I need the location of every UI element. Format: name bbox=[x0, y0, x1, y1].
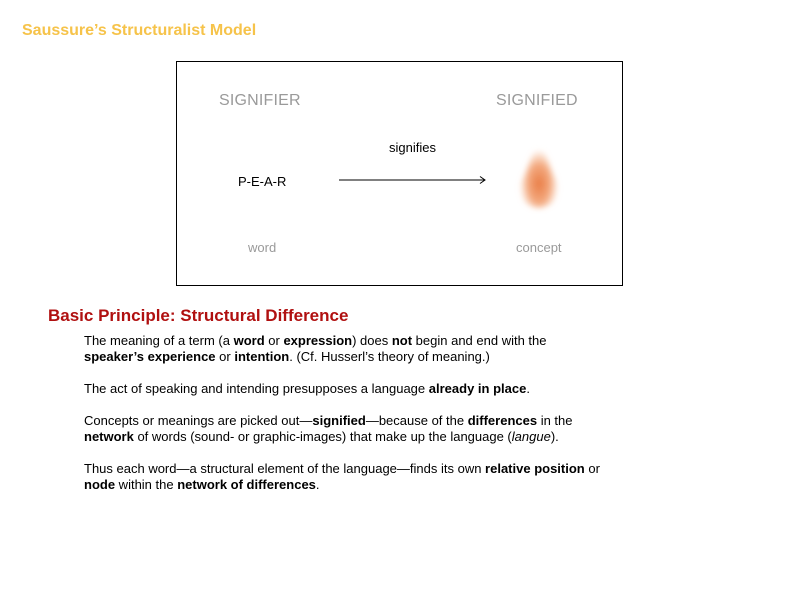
text-run: The meaning of a term (a bbox=[84, 333, 234, 348]
emphasis: network of differences bbox=[177, 477, 316, 492]
text-run: or bbox=[584, 461, 600, 476]
text-run: The act of speaking and intending presupposes a language bbox=[84, 381, 429, 396]
body-text bbox=[84, 333, 604, 509]
emphasis: expression bbox=[283, 333, 353, 348]
signifier-caption: word bbox=[248, 240, 277, 255]
paragraph-4 bbox=[84, 461, 604, 493]
text-run: in the bbox=[537, 413, 573, 428]
paragraph-1 bbox=[84, 333, 604, 365]
emphasis: already in place bbox=[428, 381, 527, 396]
text-run: or bbox=[215, 349, 235, 364]
text-run: . bbox=[315, 477, 320, 492]
pear-icon bbox=[511, 138, 567, 214]
paragraph-2 bbox=[84, 381, 604, 397]
signified-heading: SIGNIFIED bbox=[496, 92, 578, 109]
text-run: . bbox=[526, 381, 530, 396]
emphasis: intention bbox=[234, 349, 290, 364]
paragraph-3 bbox=[84, 413, 604, 445]
emphasis: not bbox=[391, 333, 413, 348]
italic-term: langue bbox=[511, 429, 551, 444]
signified-caption: concept bbox=[516, 240, 562, 255]
emphasis: speaker’s experience bbox=[84, 349, 216, 364]
emphasis: node bbox=[84, 477, 116, 492]
signifier-signified-diagram bbox=[176, 61, 623, 286]
text-run: . (Cf. Husserl’s theory of meaning.) bbox=[289, 349, 490, 364]
signifier-word: P-E-A-R bbox=[238, 174, 287, 189]
text-run: begin and end with the bbox=[412, 333, 547, 348]
text-run: or bbox=[264, 333, 284, 348]
signifier-heading: SIGNIFIER bbox=[219, 92, 301, 109]
text-run: ) does bbox=[352, 333, 392, 348]
signifies-arrow-icon bbox=[339, 175, 489, 185]
page-title: Saussure’s Structuralist Model bbox=[22, 22, 257, 39]
text-run: Concepts or meanings are picked out— bbox=[84, 413, 313, 428]
section-heading: Basic Principle: Structural Difference bbox=[48, 306, 349, 325]
emphasis: relative position bbox=[485, 461, 585, 476]
text-run: of words (sound- or graphic-images) that make up the language ( bbox=[133, 429, 512, 444]
text-run: —because of the bbox=[365, 413, 468, 428]
emphasis: network bbox=[84, 429, 134, 444]
emphasis: word bbox=[233, 333, 265, 348]
text-run: Thus each word—a structural element of the language—finds its own bbox=[84, 461, 486, 476]
emphasis: signified bbox=[312, 413, 366, 428]
text-run: ). bbox=[550, 429, 559, 444]
emphasis: differences bbox=[467, 413, 538, 428]
signifies-label: signifies bbox=[389, 140, 436, 155]
text-run: within the bbox=[115, 477, 178, 492]
